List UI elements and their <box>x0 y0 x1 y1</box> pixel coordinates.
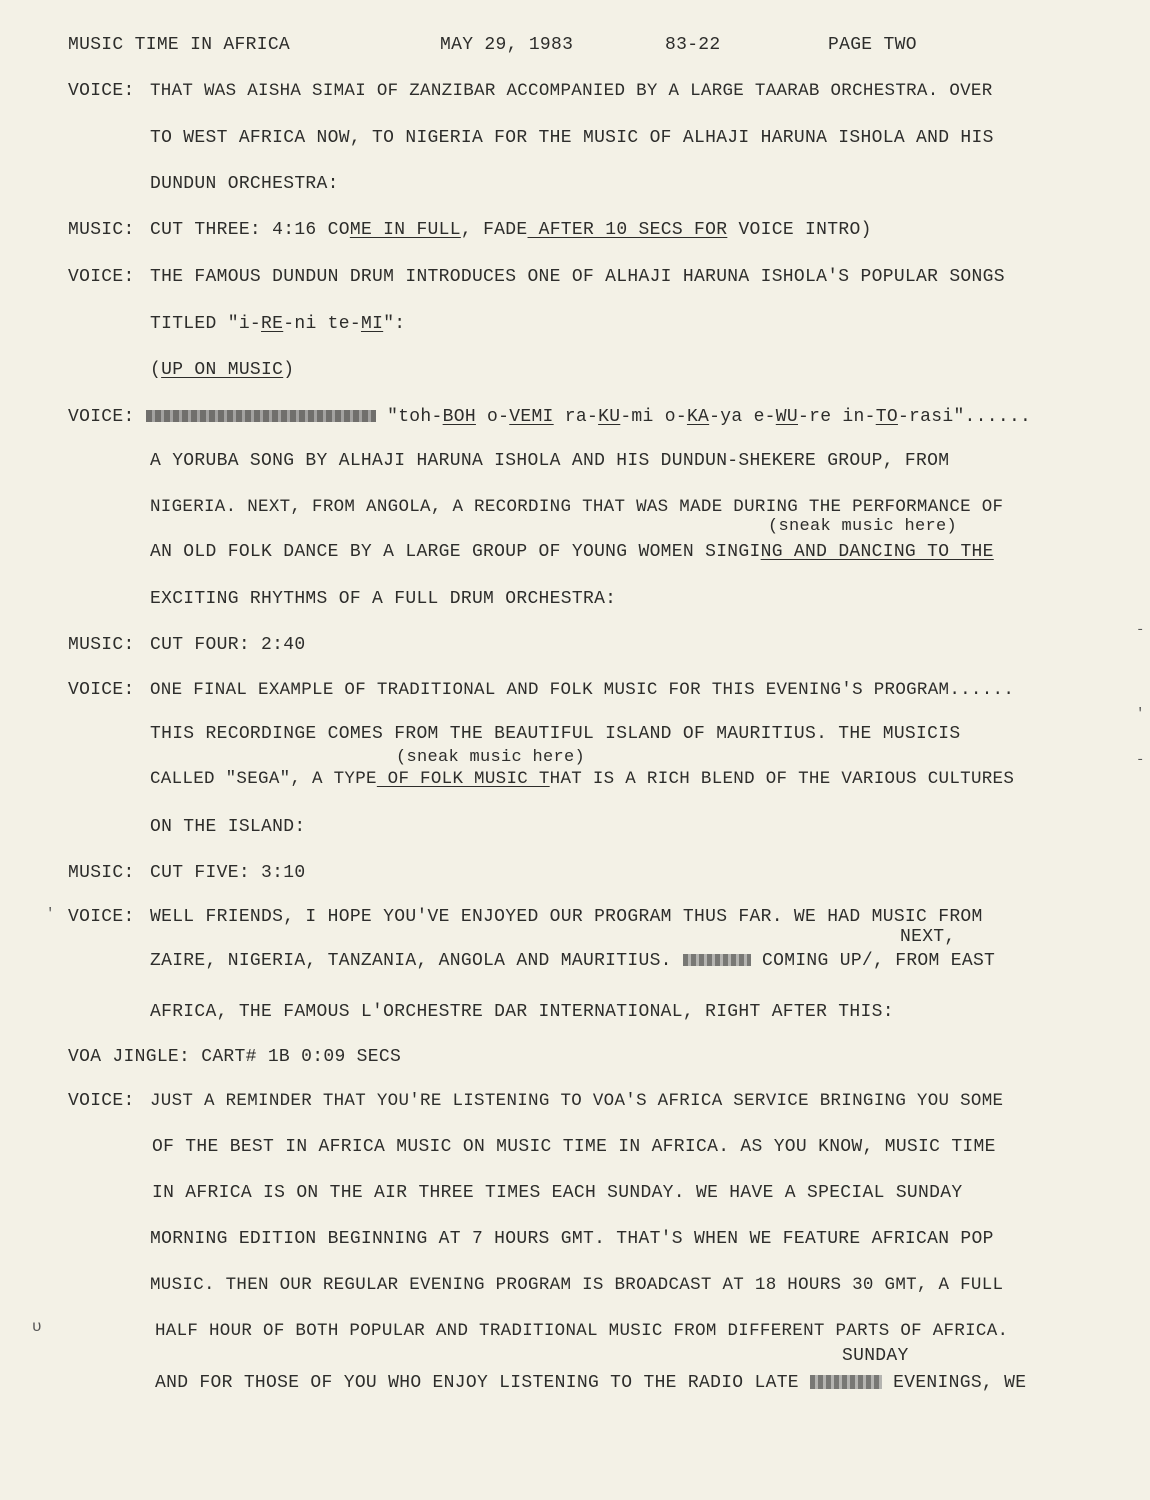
handwritten-note: NEXT, <box>900 927 956 947</box>
speaker-label: VOICE: <box>68 407 135 427</box>
speaker-label: MUSIC: <box>68 635 135 655</box>
header-page: PAGE TWO <box>828 35 917 55</box>
script-line: CUT FIVE: 3:10 <box>150 863 306 883</box>
script-line: EXCITING RHYTHMS OF A FULL DRUM ORCHESTRA: <box>150 589 617 609</box>
struck-out-text <box>810 1375 882 1389</box>
script-line: THIS RECORDINGE COMES FROM THE BEAUTIFUL ISLAND OF MAURITIUS. THE MUSICIS <box>150 724 961 744</box>
speaker-label: VOICE: <box>68 267 135 287</box>
script-line: WELL FRIENDS, I HOPE YOU'VE ENJOYED OUR PROGRAM THUS FAR. WE HAD MUSIC FROM <box>150 907 983 927</box>
script-line: DUNDUN ORCHESTRA: <box>150 174 339 194</box>
speaker-label: VOICE: <box>68 81 135 101</box>
script-line: MUSIC. THEN OUR REGULAR EVENING PROGRAM IS BROADCAST AT 18 HOURS 30 GMT, A FULL <box>150 1275 1004 1295</box>
script-line: HALF HOUR OF BOTH POPULAR AND TRADITIONAL MUSIC FROM DIFFERENT PARTS OF AFRICA. <box>155 1321 1009 1341</box>
script-line: IN AFRICA IS ON THE AIR THREE TIMES EACH SUNDAY. WE HAVE A SPECIAL SUNDAY <box>152 1183 963 1203</box>
script-line: CUT FOUR: 2:40 <box>150 635 306 655</box>
script-line: TITLED "i-RE-ni te-MI": <box>150 314 406 334</box>
script-line: TO WEST AFRICA NOW, TO NIGERIA FOR THE MUSIC OF ALHAJI HARUNA ISHOLA AND HIS <box>150 128 994 148</box>
script-line: MORNING EDITION BEGINNING AT 7 HOURS GMT. THAT'S WHEN WE FEATURE AFRICAN POP <box>150 1229 994 1249</box>
script-line: THE FAMOUS DUNDUN DRUM INTRODUCES ONE OF ALHAJI HARUNA ISHOLA'S POPULAR SONGS <box>150 267 1005 287</box>
script-line: THAT WAS AISHA SIMAI OF ZANZIBAR ACCOMPANIED BY A LARGE TAARAB ORCHESTRA. OVER <box>150 81 993 101</box>
speaker-label: VOICE: <box>68 680 135 700</box>
script-line: OF THE BEST IN AFRICA MUSIC ON MUSIC TIME IN AFRICA. AS YOU KNOW, MUSIC TIME <box>152 1137 996 1157</box>
script-line: AFRICA, THE FAMOUS L'ORCHESTRE DAR INTERNATIONAL, RIGHT AFTER THIS: <box>150 1002 894 1022</box>
script-line: ZAIRE, NIGERIA, TANZANIA, ANGOLA AND MAURITIUS. COMING UP/, FROM EAST <box>150 951 996 971</box>
script-line: A YORUBA SONG BY ALHAJI HARUNA ISHOLA AND HIS DUNDUN-SHEKERE GROUP, FROM <box>150 451 950 471</box>
margin-mark: ' <box>46 906 55 922</box>
margin-mark: ' <box>1136 706 1145 722</box>
script-line: ONE FINAL EXAMPLE OF TRADITIONAL AND FOLK MUSIC FOR THIS EVENING'S PROGRAM...... <box>150 680 1015 700</box>
margin-mark: - <box>1136 752 1145 768</box>
script-line: "toh-BOH o-VEMI ra-KU-mi o-KA-ya e-WU-re in-TO-rasi"...... <box>146 406 1031 428</box>
speaker-label: VOICE: <box>68 907 135 927</box>
struck-out-text <box>146 410 376 422</box>
script-line: JUST A REMINDER THAT YOU'RE LISTENING TO VOA'S AFRICA SERVICE BRINGING YOU SOME <box>150 1091 1004 1111</box>
handwritten-note: (sneak music here) <box>396 748 586 767</box>
script-line: ON THE ISLAND: <box>150 817 306 837</box>
margin-mark: - <box>1136 622 1145 638</box>
script-line: NIGERIA. NEXT, FROM ANGOLA, A RECORDING THAT WAS MADE DURING THE PERFORMANCE OF <box>150 497 1004 517</box>
header-code: 83-22 <box>665 35 721 55</box>
speaker-label: VOICE: <box>68 1091 135 1111</box>
handwritten-note: (sneak music here) <box>768 517 958 536</box>
handwritten-note: SUNDAY <box>842 1346 909 1366</box>
speaker-label: MUSIC: <box>68 863 135 883</box>
script-line: AN OLD FOLK DANCE BY A LARGE GROUP OF YOUNG WOMEN SINGING AND DANCING TO THE <box>150 542 994 562</box>
script-line: CUT THREE: 4:16 COME IN FULL, FADE AFTER 10 SECS FOR VOICE INTRO) <box>150 220 872 240</box>
header-date: MAY 29, 1983 <box>440 35 574 55</box>
struck-out-text <box>683 954 751 966</box>
script-line: (UP ON MUSIC) <box>150 360 295 380</box>
script-line: CALLED "SEGA", A TYPE OF FOLK MUSIC THAT IS A RICH BLEND OF THE VARIOUS CULTURES <box>150 769 1015 789</box>
margin-mark: ʋ <box>32 1318 42 1336</box>
script-line: VOA JINGLE: CART# 1B 0:09 SECS <box>68 1047 402 1067</box>
header-title: MUSIC TIME IN AFRICA <box>68 35 291 55</box>
speaker-label: MUSIC: <box>68 220 135 240</box>
script-line: AND FOR THOSE OF YOU WHO ENJOY LISTENING TO THE RADIO LATE EVENINGS, WE <box>155 1373 1027 1393</box>
